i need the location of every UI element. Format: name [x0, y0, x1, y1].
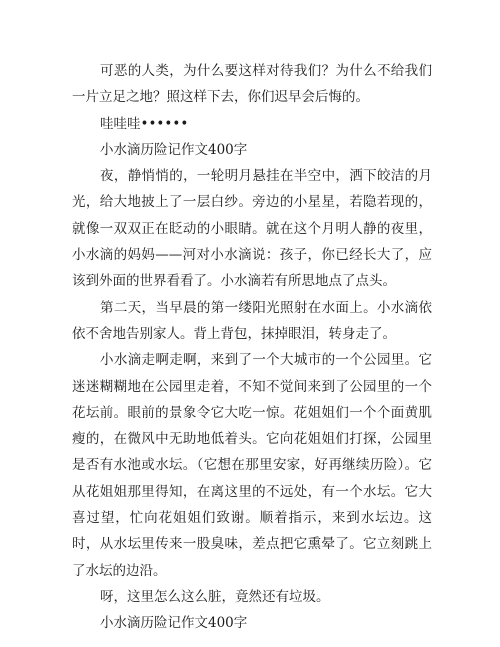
section-title: 小水滴历险记作文400字	[100, 141, 248, 158]
document-page	[72, 58, 432, 637]
section-title-repeat: 小水滴历险记作文400字	[100, 615, 248, 632]
paragraph-complaint: 可恶的人类，为什么要这样对待我们？为什么不给我们一片立足之地？照这样下去，你们迟早会后悔的。	[72, 63, 432, 106]
paragraph-exclamation: 哇哇哇••••••	[100, 115, 189, 132]
paragraph-night: 夜，静悄悄的，一轮明月悬挂在半空中，洒下皎洁的月光，给大地披上了一层白纱。旁边的小星星，若隐若现的，就像一双双正在眨动的小眼睛。就在这个月明人静的夜里，小水滴的妈妈——河对小水滴说：孩子，你已经长大了，应该到外面的世界看看了。小水滴若有所思地点了点头。	[72, 168, 432, 290]
paragraph-park: 小水滴走啊走啊，来到了一个大城市的一个公园里。它迷迷糊糊地在公园里走着，不知不觉间来到了公园里的一个花坛前。眼前的景象令它大吃一惊。花姐姐们一个个面黄肌瘦的，在微风中无助地低着头。它向花姐姐们打探，公园里是否有水池或水坛。（它想在那里安家，好再继续历险）。它从花姐姐那里得知，在离这里的不远处，有一个水坛。它大喜过望，忙向花姐姐们致谢。顺着指示，来到水坛边。这时，从水坛里传来一股臭味，差点把它熏晕了。它立刻跳上了水坛的边沿。	[72, 352, 432, 579]
paragraph-next-day: 第二天，当早晨的第一缕阳光照射在水面上。小水滴依依不舍地告别家人。背上背包，抹掉眼泪，转身走了。	[72, 299, 432, 342]
paragraph-dirty: 呀，这里怎么这么脏，竟然还有垃圾。	[100, 588, 330, 605]
